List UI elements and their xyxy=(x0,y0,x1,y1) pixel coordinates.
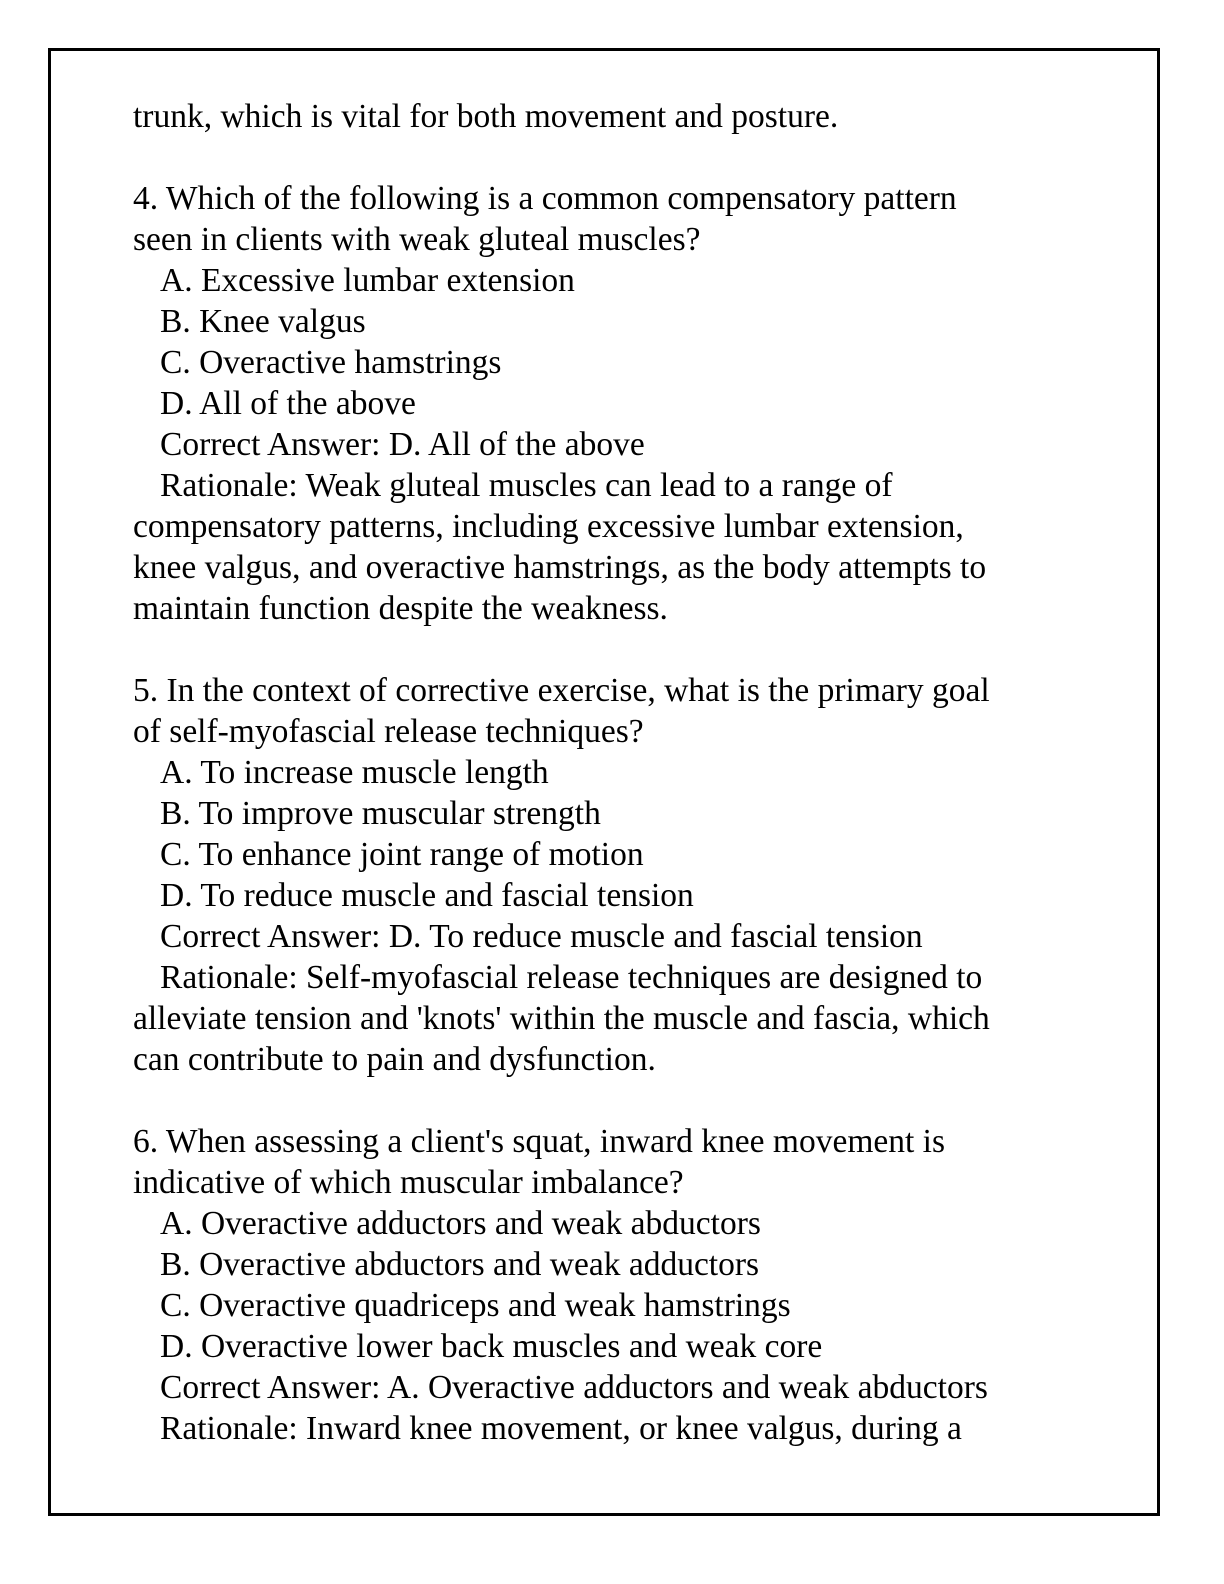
rationale: Rationale: Self-myofascial release techniques are designed to xyxy=(160,959,983,996)
paragraph-gap xyxy=(133,629,1133,670)
question-stem: 6. When assessing a client's squat, inward knee movement is xyxy=(133,1123,946,1160)
answer-option: D. Overactive lower back muscles and weak core xyxy=(160,1328,823,1365)
answer-option: C. Overactive hamstrings xyxy=(160,344,502,381)
question-stem: indicative of which muscular imbalance? xyxy=(133,1164,684,1201)
paragraph-gap xyxy=(133,137,1133,178)
answer-option: A. Overactive adductors and weak abductors xyxy=(160,1205,761,1242)
rationale-continued: can contribute to pain and dysfunction. xyxy=(133,1041,656,1078)
answer-option: A. Excessive lumbar extension xyxy=(160,262,575,299)
answer-option: C. Overactive quadriceps and weak hamstrings xyxy=(160,1287,791,1324)
rationale: Rationale: Inward knee movement, or knee valgus, during a xyxy=(160,1410,962,1447)
question-4 xyxy=(133,178,1133,629)
question-stem: of self-myofascial release techniques? xyxy=(133,713,644,750)
question-stem: 5. In the context of corrective exercise, what is the primary goal xyxy=(133,672,990,709)
question-stem: seen in clients with weak gluteal muscles? xyxy=(133,221,701,258)
question-6 xyxy=(133,1121,1133,1449)
answer-option: A. To increase muscle length xyxy=(160,754,549,791)
correct-answer: Correct Answer: D. All of the above xyxy=(160,426,645,463)
answer-option: B. Knee valgus xyxy=(160,303,366,340)
question-5 xyxy=(133,670,1133,1080)
answer-option: D. All of the above xyxy=(160,385,416,422)
rationale-continued: compensatory patterns, including excessive lumbar extension, xyxy=(133,508,964,545)
answer-option: D. To reduce muscle and fascial tension xyxy=(160,877,694,914)
continuation-text: trunk, which is vital for both movement and posture. xyxy=(133,98,839,135)
paragraph-gap xyxy=(133,1080,1133,1121)
answer-option: B. To improve muscular strength xyxy=(160,795,601,832)
correct-answer: Correct Answer: A. Overactive adductors and weak abductors xyxy=(160,1369,988,1406)
document-body xyxy=(133,96,1133,1449)
correct-answer: Correct Answer: D. To reduce muscle and fascial tension xyxy=(160,918,923,955)
rationale-continued: maintain function despite the weakness. xyxy=(133,590,668,627)
rationale-continued: knee valgus, and overactive hamstrings, as the body attempts to xyxy=(133,549,987,586)
rationale: Rationale: Weak gluteal muscles can lead to a range of xyxy=(160,467,893,504)
answer-option: C. To enhance joint range of motion xyxy=(160,836,644,873)
rationale-continued: alleviate tension and 'knots' within the muscle and fascia, which xyxy=(133,1000,990,1037)
question-stem: 4. Which of the following is a common compensatory pattern xyxy=(133,180,957,217)
answer-option: B. Overactive abductors and weak adductors xyxy=(160,1246,760,1283)
